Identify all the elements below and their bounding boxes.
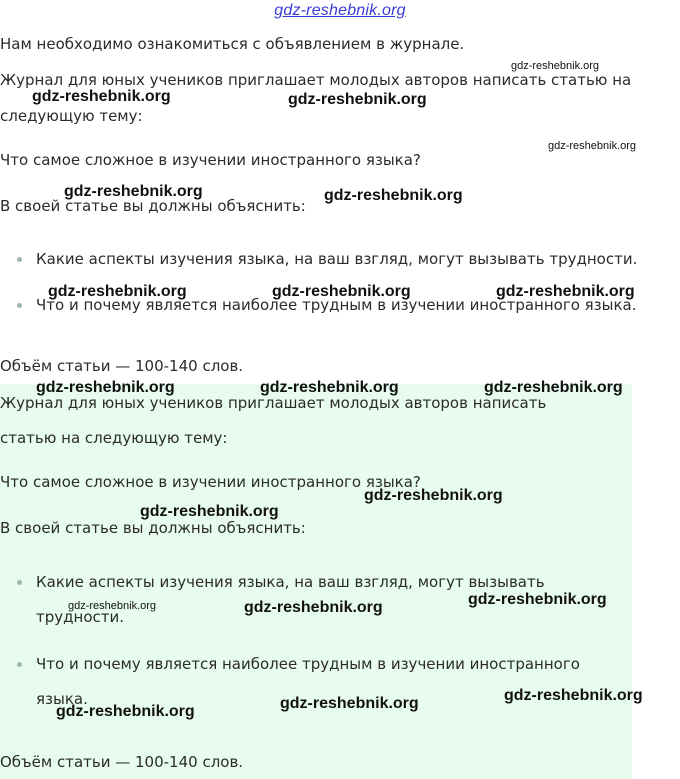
box-bullet-1-line-1: Какие аспекты изучения языка, на ваш взгляд, могут вызывать xyxy=(36,573,545,591)
watermark: gdz-reshebnik.org xyxy=(32,88,171,105)
box-line-1: Журнал для юных учеников приглашает молодых авторов написать xyxy=(0,394,547,412)
watermark: gdz-reshebnik.org xyxy=(64,183,203,200)
watermark: gdz-reshebnik.org xyxy=(140,503,279,520)
bullet-dot xyxy=(17,257,22,262)
watermark: gdz-reshebnik.org xyxy=(364,487,503,504)
watermark: gdz-reshebnik.org xyxy=(288,91,427,108)
watermark: gdz-reshebnik.org xyxy=(504,687,643,704)
intro-text: Нам необходимо ознакомиться с объявлением в журнале. xyxy=(0,35,465,53)
watermark: gdz-reshebnik.org xyxy=(56,703,195,720)
watermark: gdz-reshebnik.org xyxy=(496,283,635,300)
bullet-dot xyxy=(17,303,22,308)
box-bullet-2-line-2: языка. xyxy=(36,690,88,708)
task-line-2: следующую тему: xyxy=(0,107,143,125)
task-volume: Объём статьи — 100-140 слов. xyxy=(0,357,244,375)
task-bullet-1: Какие аспекты изучения языка, на ваш взгляд, могут вызывать трудности. xyxy=(36,250,638,268)
box-explain: В своей статье вы должны объяснить: xyxy=(0,519,306,537)
box-bullet-1-line-2: трудности. xyxy=(36,608,124,626)
watermark: gdz-reshebnik.org xyxy=(260,379,399,396)
box-line-2: статью на следующую тему: xyxy=(0,429,228,447)
task-explain: В своей статье вы должны объяснить: xyxy=(0,197,306,215)
watermark: gdz-reshebnik.org xyxy=(36,379,175,396)
watermark: gdz-reshebnik.org xyxy=(68,600,157,612)
watermark: gdz-reshebnik.org xyxy=(548,140,637,152)
bullet-dot xyxy=(17,580,22,585)
task-bullet-2: Что и почему является наиболее трудным в изучении иностранного языка. xyxy=(36,296,637,314)
watermark: gdz-reshebnik.org xyxy=(244,599,383,616)
site-header-link[interactable]: gdz-reshebnik.org xyxy=(274,2,406,19)
watermark: gdz-reshebnik.org xyxy=(272,283,411,300)
watermark: gdz-reshebnik.org xyxy=(484,379,623,396)
watermark: gdz-reshebnik.org xyxy=(468,591,607,608)
watermark: gdz-reshebnik.org xyxy=(280,695,419,712)
task-question: Что самое сложное в изучении иностранного языка? xyxy=(0,151,421,169)
watermark: gdz-reshebnik.org xyxy=(511,60,600,72)
watermark: gdz-reshebnik.org xyxy=(48,283,187,300)
box-question: Что самое сложное в изучении иностранного языка? xyxy=(0,473,421,491)
watermark: gdz-reshebnik.org xyxy=(324,187,463,204)
box-volume: Объём статьи — 100-140 слов. xyxy=(0,753,244,771)
task-line-1: Журнал для юных учеников приглашает молодых авторов написать статью на xyxy=(0,71,632,89)
box-bullet-2-line-1: Что и почему является наиболее трудным в изучении иностранного xyxy=(36,655,580,673)
bullet-dot xyxy=(17,662,22,667)
